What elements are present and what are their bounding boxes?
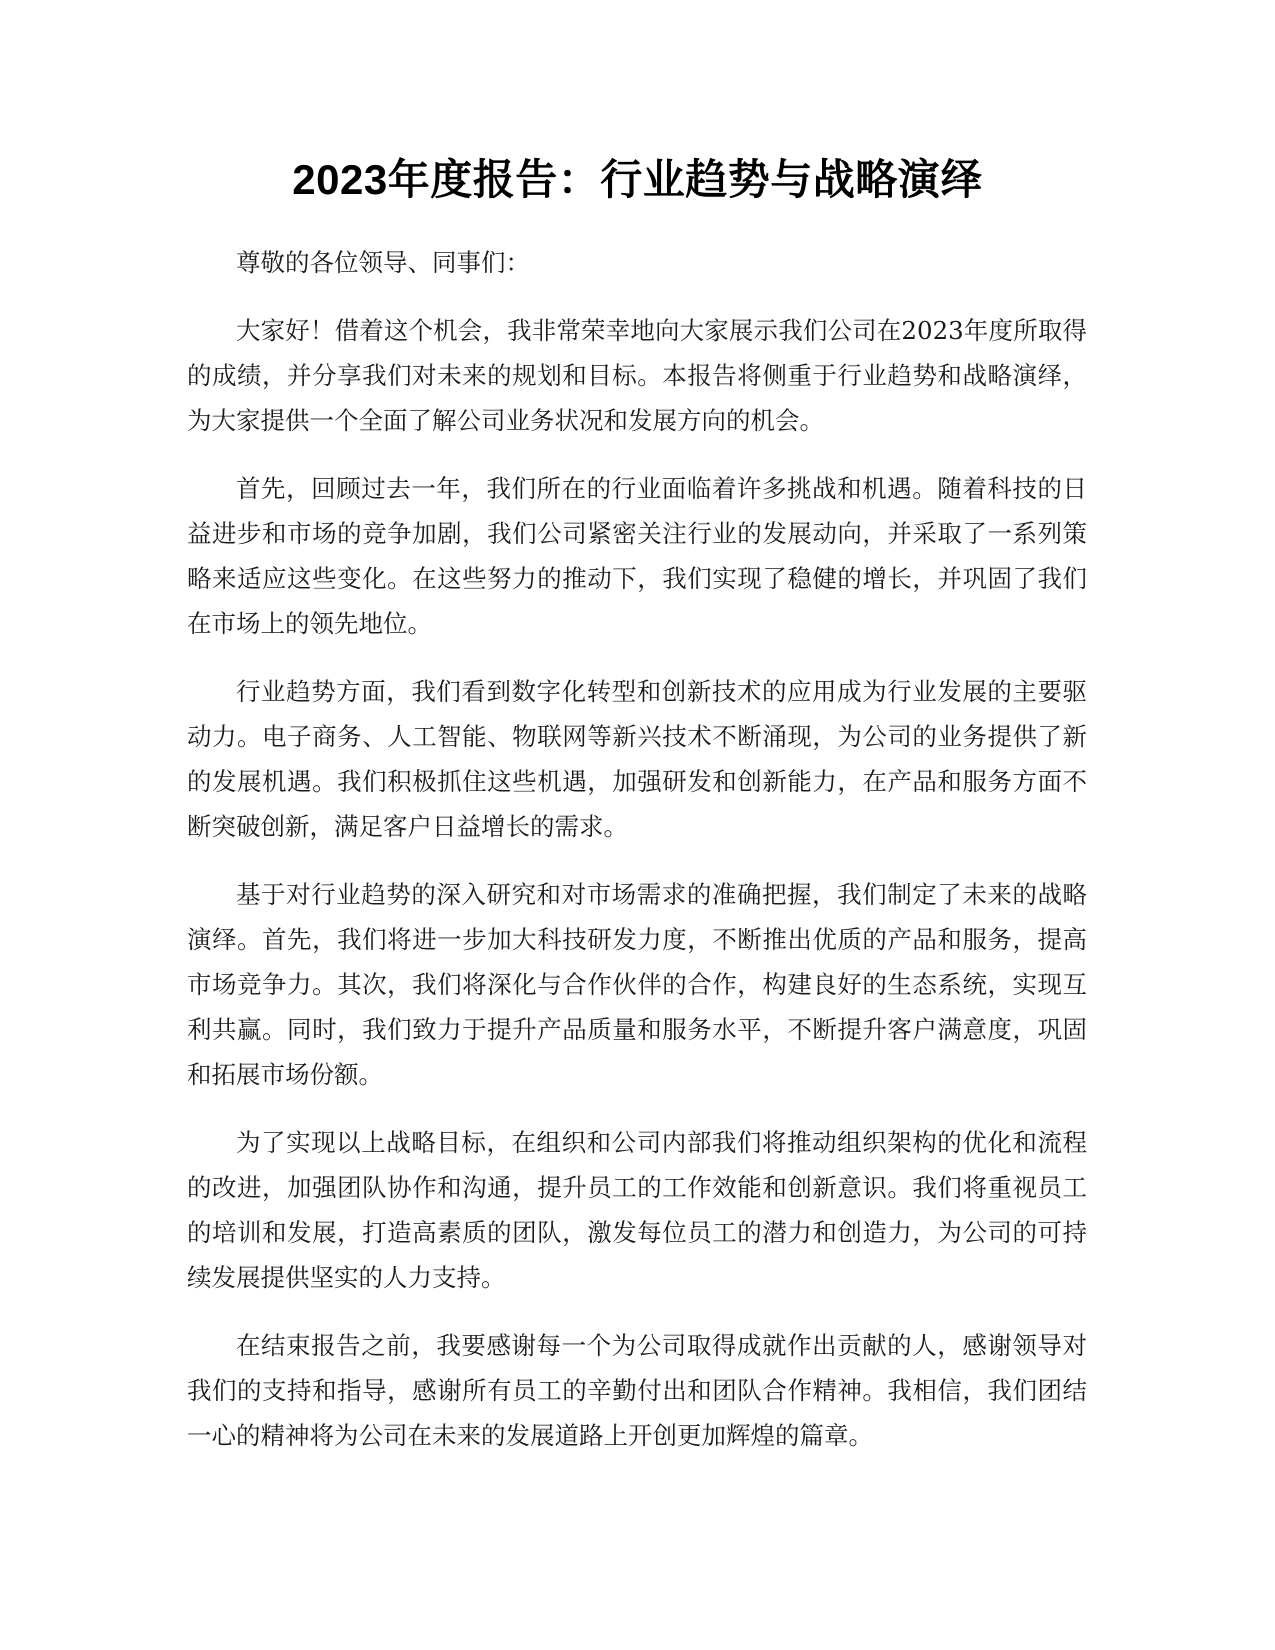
body-paragraph: 行业趋势方面，我们看到数字化转型和创新技术的应用成为行业发展的主要驱动力。电子商务、人工智能、物联网等新兴技术不断涌现，为公司的业务提供了新的发展机遇。我们积极抓住这些机遇，加强研发和创新能力，在产品和服务方面不断突破创新，满足客户日益增长的需求。 bbox=[187, 677, 1087, 841]
document-title: 2023年度报告：行业趋势与战略演绎 bbox=[292, 156, 983, 203]
closing-paragraph: 在结束报告之前，我要感谢每一个为公司取得成就作出贡献的人，感谢领导对我们的支持和指导，感谢所有员工的辛勤付出和团队合作精神。我相信，我们团结一心的精神将为公司在未来的发展道路上开创更加辉煌的篇章。 bbox=[187, 1331, 1087, 1450]
body-paragraph: 基于对行业趋势的深入研究和对市场需求的准确把握，我们制定了未来的战略演绎。首先，我们将进一步加大科技研发力度，不断推出优质的产品和服务，提高市场竞争力。其次，我们将深化与合作伙伴的合作，构建良好的生态系统，实现互利共赢。同时，我们致力于提升产品质量和服务水平，不断提升客户满意度，巩固和拓展市场份额。 bbox=[187, 880, 1087, 1089]
body-paragraph: 首先，回顾过去一年，我们所在的行业面临着许多挑战和机遇。随着科技的日益进步和市场的竞争加剧，我们公司紧密关注行业的发展动向，并采取了一系列策略来适应这些变化。在这些努力的推动下，我们实现了稳健的增长，并巩固了我们在市场上的领先地位。 bbox=[187, 474, 1087, 638]
body-paragraph: 为了实现以上战略目标，在组织和公司内部我们将推动组织架构的优化和流程的改进，加强团队协作和沟通，提升员工的工作效能和创新意识。我们将重视员工的培训和发展，打造高素质的团队，激发每位员工的潜力和创造力，为公司的可持续发展提供坚实的人力支持。 bbox=[187, 1128, 1087, 1292]
document-body bbox=[187, 240, 1087, 1481]
salutation-paragraph: 尊敬的各位领导、同事们： bbox=[236, 248, 530, 277]
body-paragraph: 大家好！借着这个机会，我非常荣幸地向大家展示我们公司在2023年度所取得的成绩，并分享我们对未来的规划和目标。本报告将侧重于行业趋势和战略演绎，为大家提供一个全面了解公司业务状况和发展方向的机会。 bbox=[187, 316, 1087, 435]
